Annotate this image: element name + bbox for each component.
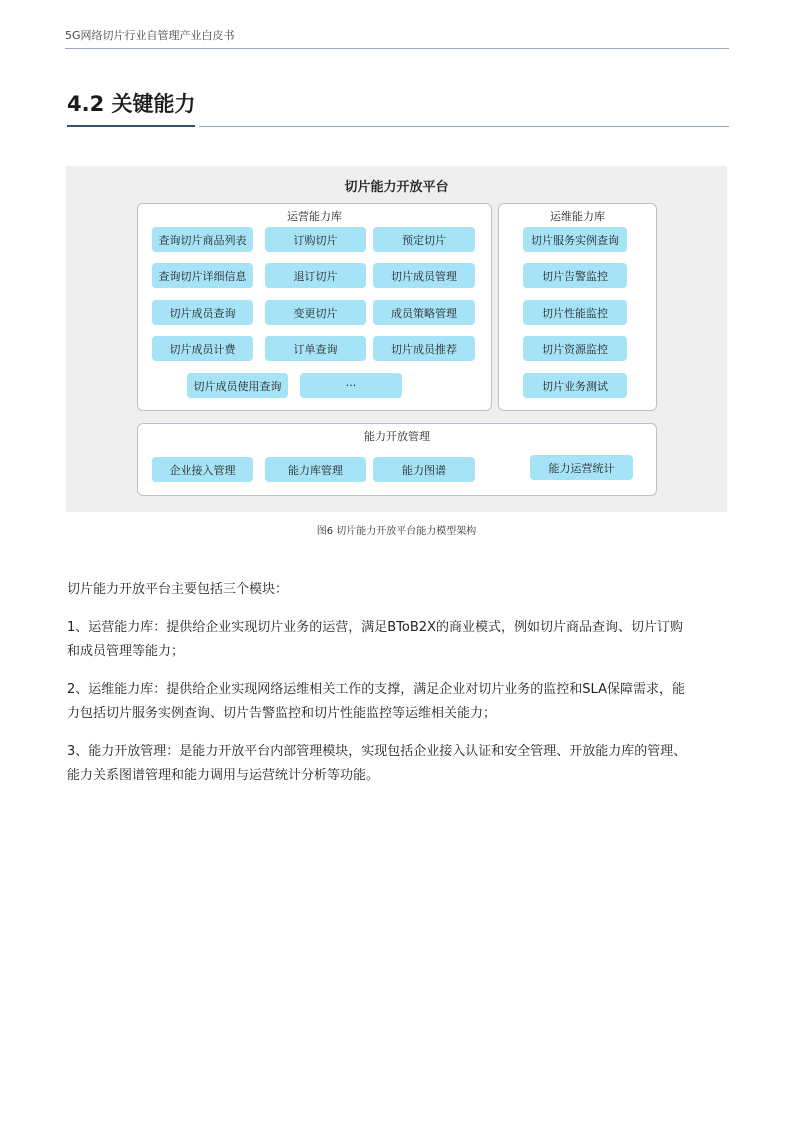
paragraph-3-line-1: 3、能力开放管理：是能力开放平台内部管理模块，实现包括企业接入认证和安全管理、开放能力库的管理、 — [67, 744, 687, 759]
running-header: 5G网络切片行业自管理产业白皮书 — [65, 29, 235, 42]
capability-box: 变更切片 — [265, 300, 366, 325]
capability-box: 切片告警监控 — [523, 263, 627, 288]
platform-diagram — [66, 166, 727, 512]
capability-box: 成员策略管理 — [373, 300, 475, 325]
capability-box-more: ··· — [300, 373, 402, 398]
capability-box: 企业接入管理 — [152, 457, 253, 482]
maintenance-library-title: 运维能力库 — [550, 210, 605, 223]
body-intro: 切片能力开放平台主要包括三个模块： — [67, 582, 289, 597]
figure-caption: 图6 切片能力开放平台能力模型架构 — [316, 526, 477, 537]
capability-box: 能力库管理 — [265, 457, 366, 482]
capability-box: 切片服务实例查询 — [523, 227, 627, 252]
capability-box: 切片成员推荐 — [373, 336, 475, 361]
capability-box: 切片成员管理 — [373, 263, 475, 288]
capability-box: 查询切片详细信息 — [152, 263, 253, 288]
management-module-title: 能力开放管理 — [364, 430, 430, 443]
capability-box: 切片资源监控 — [523, 336, 627, 361]
capability-box: 退订切片 — [265, 263, 366, 288]
capability-box: 查询切片商品列表 — [152, 227, 253, 252]
section-title: 4.2 关键能力 — [67, 92, 196, 116]
capability-box: 预定切片 — [373, 227, 475, 252]
capability-box: 切片性能监控 — [523, 300, 627, 325]
capability-box: 能力图谱 — [373, 457, 475, 482]
capability-box: 订购切片 — [265, 227, 366, 252]
capability-box: 切片业务测试 — [523, 373, 627, 398]
title-underline — [67, 125, 195, 127]
capability-box: 能力运营统计 — [530, 455, 633, 480]
paragraph-1-line-1: 1、运营能力库：提供给企业实现切片业务的运营，满足BToB2X的商业模式，例如切片商品查询、切片订购 — [67, 620, 683, 635]
capability-box: 切片成员计费 — [152, 336, 253, 361]
capability-box: 订单查询 — [265, 336, 366, 361]
title-rule — [199, 126, 729, 127]
capability-box: 切片成员使用查询 — [187, 373, 288, 398]
operations-library-title: 运营能力库 — [287, 210, 342, 223]
capability-box: 切片成员查询 — [152, 300, 253, 325]
diagram-title: 切片能力开放平台 — [344, 180, 449, 195]
paragraph-1-line-2: 和成员管理等能力； — [67, 644, 185, 659]
paragraph-3-line-2: 能力关系图谱管理和能力调用与运营统计分析等功能。 — [67, 768, 380, 783]
header-rule — [65, 48, 729, 49]
paragraph-2-line-1: 2、运维能力库：提供给企业实现网络运维相关工作的支撑，满足企业对切片业务的监控和SLA保障需求，能 — [67, 682, 685, 697]
paragraph-2-line-2: 力包括切片服务实例查询、切片告警监控和切片性能监控等运维相关能力； — [67, 706, 497, 721]
